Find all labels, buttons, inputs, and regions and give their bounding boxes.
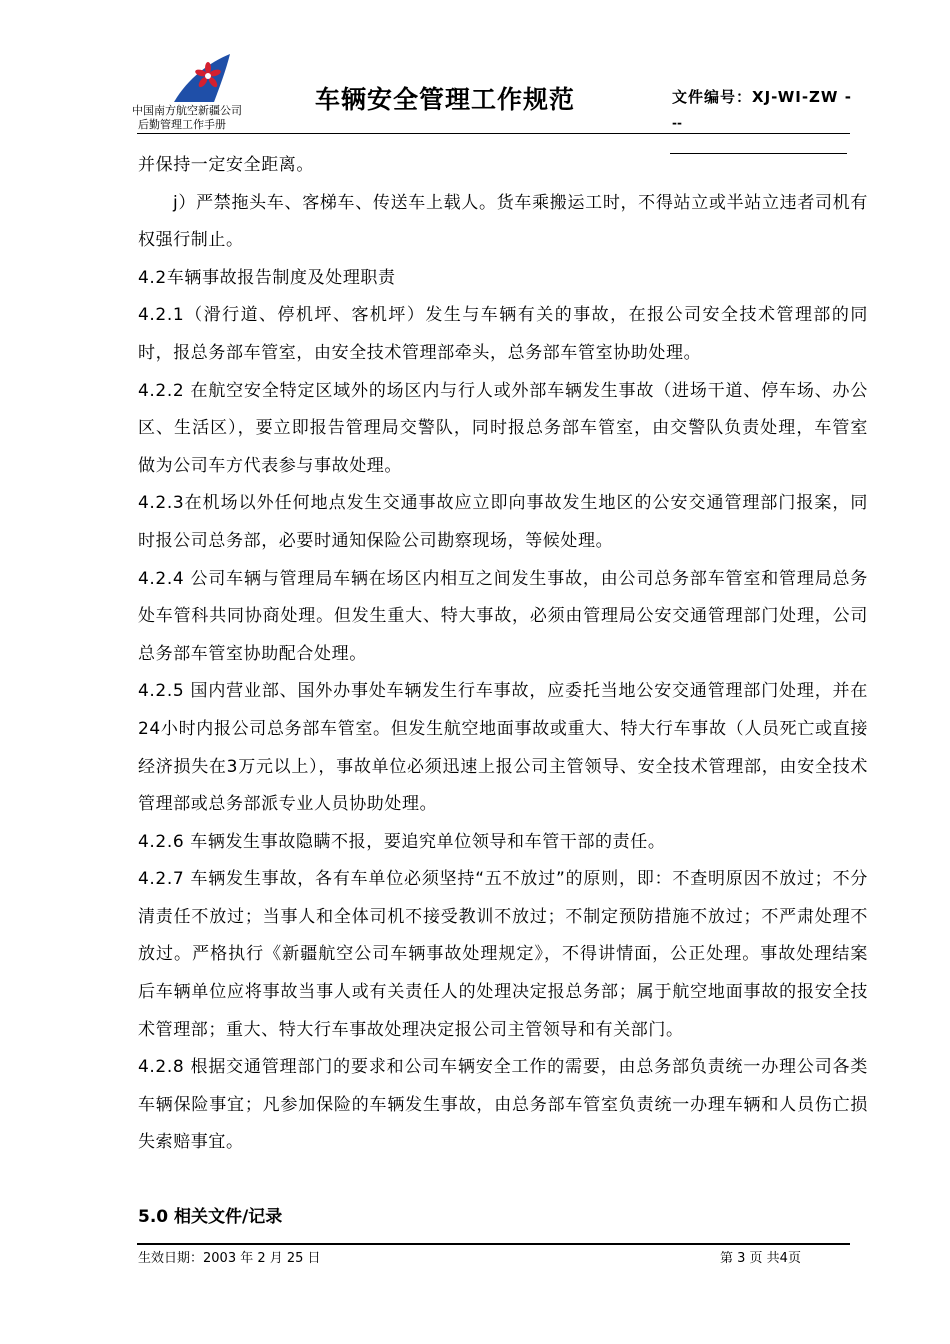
- document-body: [138, 147, 868, 1162]
- document-number: 文件编号：XJ-WI-ZW -: [672, 88, 852, 106]
- paragraph: 4.2.1（滑行道、停机坪、客机坪）发生与车辆有关的事故，在报公司安全技术管理部的同时，报总务部车管室，由安全技术管理部牵头，总务部车管室协助处理。: [138, 305, 868, 363]
- section-heading: 5.0 相关文件/记录: [138, 1207, 283, 1227]
- document-number-continuation: --: [672, 116, 682, 130]
- company-name: 中国南方航空新疆公司: [132, 104, 242, 117]
- page-number: 第 3 页 共4页: [720, 1251, 801, 1266]
- paragraph: j）严禁拖头车、客梯车、传送车上载人。货车乘搬运工时，不得站立或半站立违者司机有权强行制止。: [138, 192, 868, 251]
- effective-date: 生效日期：2003 年 2 月 25 日: [138, 1251, 321, 1266]
- footer-divider: [137, 1243, 850, 1245]
- paragraph: 4.2.2 在航空安全特定区域外的场区内与行人或外部车辆发生事故（进场干道、停车场、办公区、生活区），要立即报告管理局交警队，同时报总务部车管室，由交警队负责处理，车管室做为公司车方代表参与事故处理。: [138, 380, 868, 476]
- paragraph: 并保持一定安全距离。: [138, 155, 314, 175]
- paragraph: 4.2.4 公司车辆与管理局车辆在场区内相互之间发生事故，由公司总务部车管室和管理局总务处车管科共同协商处理。但发生重大、特大事故，必须由管理局公安交通管理部门处理，公司总务部车管室协助配合处理。: [138, 568, 868, 664]
- document-title: 车辆安全管理工作规范: [315, 85, 576, 114]
- paragraph: 4.2.5 国内营业部、国外办事处车辆发生行车事故，应委托当地公安交通管理部门处理，并在24小时内报公司总务部车管室。但发生航空地面事故或重大、特大行车事故（人员死亡或直接经济损失在3万元以上），事故单位必须迅速上报公司主管领导、安全技术管理部，由安全技术管理部或总务部派专业人员协助处理。: [138, 681, 868, 815]
- paragraph: 4.2.3在机场以外任何地点发生交通事故应立即向事故发生地区的公安交通管理部门报案，同时报公司总务部，必要时通知保险公司勘察现场，等候处理。: [138, 493, 868, 551]
- section-subheading: 4.2车辆事故报告制度及处理职责: [138, 267, 396, 288]
- header-divider: [137, 133, 850, 134]
- paragraph: 4.2.7 车辆发生事故，各有车单位必须坚持“五不放过”的原则，即：不查明原因不放过；不分清责任不放过；当事人和全体司机不接受教训不放过；不制定预防措施不放过；不严肃处理不放过。严格执行《新疆航空公司车辆事故处理规定》，不得讲情面，公正处理。事故处理结案后车辆单位应将事故当事人或有关责任人的处理决定报总务部；属于航空地面事故的报安全技术管理部；重大、特大行车事故处理决定报公司主管领导和有关部门。: [138, 869, 868, 1040]
- manual-name: 后勤管理工作手册: [138, 118, 226, 131]
- airline-logo-icon: [170, 52, 242, 104]
- paragraph: 4.2.6 车辆发生事故隐瞒不报，要追究单位领导和车管干部的责任。: [138, 831, 666, 852]
- paragraph: 4.2.8 根据交通管理部门的要求和公司车辆安全工作的需要，由总务部负责统一办理公司各类车辆保险事宜；凡参加保险的车辆发生事故，由总务部车管室负责统一办理车辆和人员伤亡损失索赔事宜。: [138, 1057, 868, 1153]
